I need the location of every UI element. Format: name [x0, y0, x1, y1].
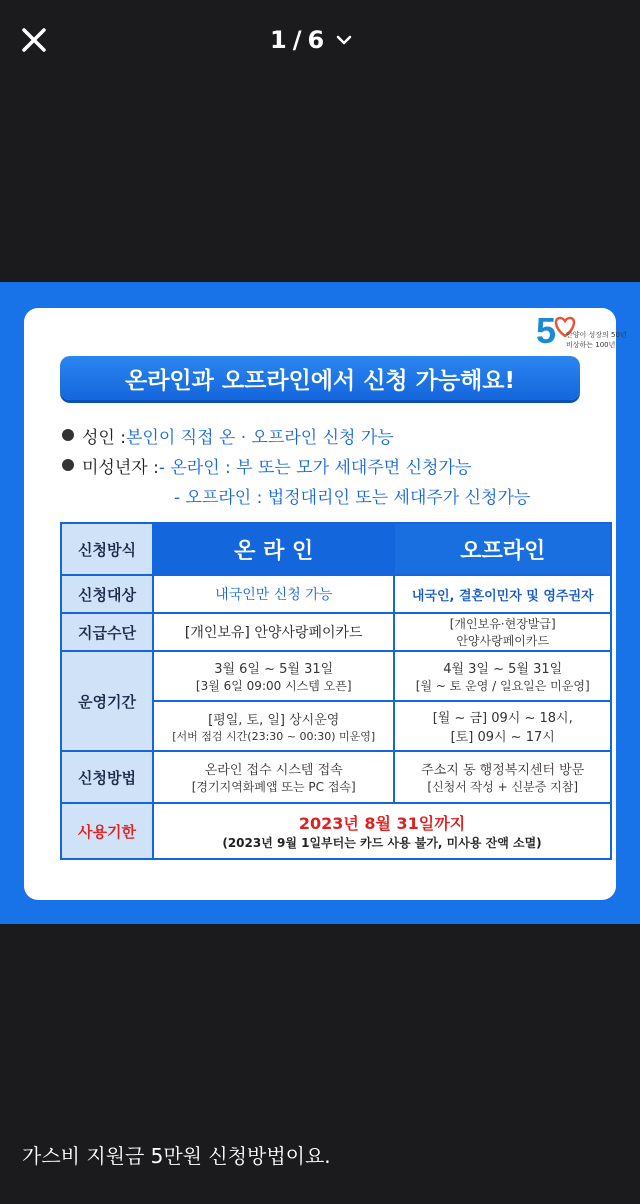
page-total: 6 [307, 26, 325, 54]
page-selector[interactable] [270, 22, 352, 58]
info-card [24, 308, 627, 900]
bullet-dot [62, 429, 74, 441]
page-separator: / [292, 26, 302, 54]
close-icon [16, 22, 50, 56]
bullet-minor-offline: - 오프라인 : 법정대리인 또는 세대주가 신청가능 [174, 487, 531, 508]
header-online: 온 라 인 [153, 523, 394, 575]
table-row-target: 신청대상 내국인만 신청 가능 내국인, 결혼이민자 및 영주권자 [61, 575, 611, 613]
table-row-how: 신청방법 온라인 접수 시스템 접속 [경기지역화폐앱 또는 PC 접속] 주소지 동 행정복지센터 방문 [신청서 작성 + 신분증 지참] [61, 751, 611, 803]
expire-note: (2023년 9월 1일부터는 카드 사용 불가, 미사용 잔액 소멸) [222, 836, 542, 850]
expire-date: 2023년 8월 31일까지 [298, 814, 466, 833]
chevron-down-icon [336, 34, 352, 46]
banner-title: 온라인과 오프라인에서 신청 가능해요! [60, 356, 580, 400]
bullet-adult: 성인 : 본인이 직접 온 · 오프라인 신청 가능 [62, 420, 602, 450]
logo-line-1: 안양이 성장의 50년 [566, 331, 627, 339]
table-row-payment: 지급수단 [개인보유] 안양사랑페이카드 [개인보유·현장발급] 안양사랑페이카드 [61, 613, 611, 651]
viewer-top-bar [0, 0, 640, 80]
header-offline: 오프라인 [394, 523, 611, 575]
post-image[interactable] [0, 282, 640, 924]
bullet-dot [62, 459, 74, 471]
eligibility-bullets [62, 420, 602, 510]
bullet-minor: 미성년자 : - 온라인 : 부 또는 모가 세대주면 신청가능 [62, 450, 602, 480]
page-current: 1 [270, 26, 287, 54]
table-row-period-2: [평일, 토, 일] 상시운영 [서버 점검 시간(23:30 ~ 00:30) 미운영] [월 ~ 금] 09시 ~ 18시, [토] 09시 ~ 17시 [61, 701, 611, 751]
application-table [60, 522, 612, 860]
city-logo: 5 안양이 성장의 50년 비상하는 100년 [536, 310, 627, 351]
header-method: 신청방식 [61, 523, 153, 575]
logo-line-2: 비상하는 100년 [566, 341, 616, 349]
close-button[interactable] [16, 22, 56, 58]
table-row-expire: 사용기한 2023년 8월 31일까지 (2023년 9월 1일부터는 카드 사용 불가, 미사용 잔액 소멸) [61, 803, 611, 859]
table-row-header [61, 523, 611, 575]
post-caption: 가스비 지원금 5만원 신청방법이요. [22, 1144, 331, 1168]
table-row-period-1: 운영기간 3월 6일 ~ 5월 31일 [3월 6일 09:00 시스템 오픈] 4월 3일 ~ 5월 31일 [월 ~ 토 운영 / 일요일은 미운영] [61, 651, 611, 701]
